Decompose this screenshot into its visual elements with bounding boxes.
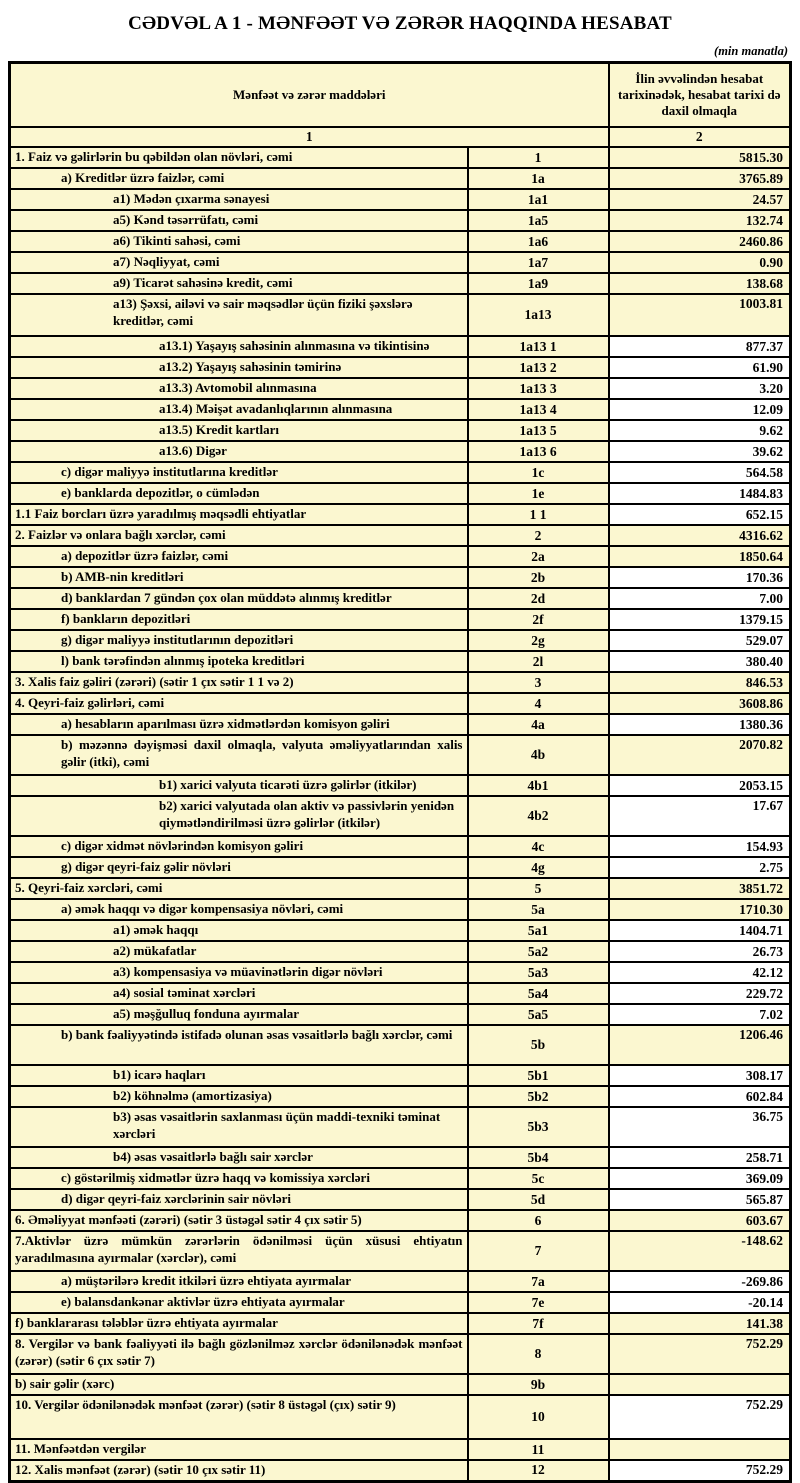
row-label: a) depozitlər üzrə faizlər, cəmi (10, 546, 468, 567)
table-row (10, 147, 791, 168)
row-code: 5a (468, 899, 609, 920)
table-row (10, 294, 791, 336)
row-code: 11 (468, 1439, 609, 1460)
row-label: b1) icarə haqları (10, 1065, 468, 1086)
row-label: a9) Ticarət sahəsinə kredit, cəmi (10, 273, 468, 294)
row-value: 603.67 (609, 1210, 791, 1231)
row-label: a6) Tikinti sahəsi, cəmi (10, 231, 468, 252)
row-value: 17.67 (609, 796, 791, 836)
table-row (10, 983, 791, 1004)
row-code: 4a (468, 714, 609, 735)
row-label: 7.Aktivlər üzrə mümkün zərərlərin ödənilməsi üçün xüsusi ehtiyatın yaradılmasına ayırmalar (xərclər), cəmi (10, 1231, 468, 1271)
row-value: 2.75 (609, 857, 791, 878)
table-row (10, 1065, 791, 1086)
row-label: 3. Xalis faiz gəliri (zərəri) (sətir 1 çıx sətir 1 1 və 2) (10, 672, 468, 693)
row-code: 1e (468, 483, 609, 504)
row-value: 5815.30 (609, 147, 791, 168)
table-row (10, 1086, 791, 1107)
row-label: a13) Şəxsi, ailəvi və sair məqsədlər üçün fiziki şəxslərə kreditlər, cəmi (10, 294, 468, 336)
row-value: 1404.71 (609, 920, 791, 941)
row-code: 12 (468, 1460, 609, 1481)
row-value: 39.62 (609, 441, 791, 462)
table-row (10, 1460, 791, 1481)
value-header-cell: İlin əvvəlindən hesabat tarixinədək, hesabat tarixi də daxil olmaqla (609, 63, 791, 128)
row-code: 1a6 (468, 231, 609, 252)
table-row (10, 168, 791, 189)
row-value: 229.72 (609, 983, 791, 1004)
row-value: 12.09 (609, 399, 791, 420)
row-value: 4316.62 (609, 525, 791, 546)
row-value: -269.86 (609, 1271, 791, 1292)
row-label: b) məzənnə dəyişməsi daxil olmaqla, valyuta əməliyyatlarından xalis gəlir (itki), cəmi (10, 735, 468, 775)
table-row (10, 857, 791, 878)
row-code: 3 (468, 672, 609, 693)
row-code: 1a13 5 (468, 420, 609, 441)
row-code: 1 1 (468, 504, 609, 525)
row-code: 1c (468, 462, 609, 483)
row-value: 752.29 (609, 1334, 791, 1374)
profit-loss-table (8, 61, 792, 1483)
table-header (10, 63, 791, 148)
table-row (10, 1004, 791, 1025)
row-label: a) əmək haqqı və digər kompensasiya növləri, cəmi (10, 899, 468, 920)
row-value: 3.20 (609, 378, 791, 399)
row-value: -20.14 (609, 1292, 791, 1313)
row-label: a1) əmək haqqı (10, 920, 468, 941)
table-row (10, 1189, 791, 1210)
row-label: 8. Vergilər və bank fəaliyyəti ilə bağlı gözlənilməz xərclər ödənilənədək mənfəət (zərər) (sətir 6 çıx sətir 7) (10, 1334, 468, 1374)
row-label: c) göstərilmiş xidmətlər üzrə haqq və komissiya xərcləri (10, 1168, 468, 1189)
row-code: 8 (468, 1334, 609, 1374)
page-title: CƏDVƏL A 1 - MƏNFƏƏT VƏ ZƏRƏR HAQQINDA HESABAT (128, 13, 672, 34)
row-code: 1a7 (468, 252, 609, 273)
table-row (10, 609, 791, 630)
table-row (10, 252, 791, 273)
row-value: 1206.46 (609, 1025, 791, 1065)
table-row (10, 1147, 791, 1168)
row-label: 12. Xalis mənfəət (zərər) (sətir 10 çıx sətir 11) (10, 1460, 468, 1481)
row-label: d) digər qeyri-faiz xərclərinin sair növləri (10, 1189, 468, 1210)
table-row (10, 1025, 791, 1065)
row-label: a13.3) Avtomobil alınmasına (10, 378, 468, 399)
value-column-number: 2 (609, 127, 791, 147)
row-code: 10 (468, 1395, 609, 1439)
row-label: a3) kompensasiya və müavinətlərin digər növləri (10, 962, 468, 983)
row-label: b) sair gəlir (xərc) (10, 1374, 468, 1395)
row-label: b2) xarici valyutada olan aktiv və passivlərin yenidən qiymətləndirilməsi üzrə gəlirlər (itkilər) (10, 796, 468, 836)
row-code: 1a (468, 168, 609, 189)
table-row (10, 1292, 791, 1313)
table-row (10, 336, 791, 357)
row-label: a13.6) Digər (10, 441, 468, 462)
row-value (609, 1439, 791, 1460)
row-code: 1a5 (468, 210, 609, 231)
row-code: 1a13 1 (468, 336, 609, 357)
row-value: 1379.15 (609, 609, 791, 630)
row-label: g) digər qeyri-faiz gəlir növləri (10, 857, 468, 878)
row-code: 4b1 (468, 775, 609, 796)
row-label: 6. Əməliyyat mənfəəti (zərəri) (sətir 3 üstəgəl sətir 4 çıx sətir 5) (10, 1210, 468, 1231)
row-value: 1710.30 (609, 899, 791, 920)
row-value: 652.15 (609, 504, 791, 525)
table-row (10, 462, 791, 483)
row-label: a13.2) Yaşayış sahəsinin təmirinə (10, 357, 468, 378)
row-value: 602.84 (609, 1086, 791, 1107)
row-value: 7.02 (609, 1004, 791, 1025)
row-label: a2) mükafatlar (10, 941, 468, 962)
row-value: 154.93 (609, 836, 791, 857)
row-value: 1484.83 (609, 483, 791, 504)
row-value: 3765.89 (609, 168, 791, 189)
row-code: 4c (468, 836, 609, 857)
table-row (10, 1231, 791, 1271)
row-code: 7e (468, 1292, 609, 1313)
row-label: 2. Faizlər və onlara bağlı xərclər, cəmi (10, 525, 468, 546)
row-code: 7 (468, 1231, 609, 1271)
row-label: 5. Qeyri-faiz xərcləri, cəmi (10, 878, 468, 899)
row-value: 2053.15 (609, 775, 791, 796)
row-code: 5a2 (468, 941, 609, 962)
row-label: 4. Qeyri-faiz gəlirləri, cəmi (10, 693, 468, 714)
row-code: 7a (468, 1271, 609, 1292)
row-code: 4 (468, 693, 609, 714)
row-value: 308.17 (609, 1065, 791, 1086)
table-row (10, 546, 791, 567)
table-row (10, 1334, 791, 1374)
row-value: -148.62 (609, 1231, 791, 1271)
row-code: 7f (468, 1313, 609, 1334)
row-value: 3608.86 (609, 693, 791, 714)
row-label: e) banklarda depozitlər, o cümlədən (10, 483, 468, 504)
report-table-body (10, 147, 791, 1481)
row-label: b1) xarici valyuta ticarəti üzrə gəlirlər (itkilər) (10, 775, 468, 796)
row-code: 4b (468, 735, 609, 775)
row-label: e) balansdankənar aktivlər üzrə ehtiyata ayırmalar (10, 1292, 468, 1313)
row-code: 2a (468, 546, 609, 567)
row-code: 5b4 (468, 1147, 609, 1168)
row-value: 7.00 (609, 588, 791, 609)
row-label: a1) Mədən çıxarma sənayesi (10, 189, 468, 210)
row-value: 369.09 (609, 1168, 791, 1189)
table-row (10, 588, 791, 609)
table-row (10, 672, 791, 693)
table-row (10, 1168, 791, 1189)
row-label: a7) Nəqliyyat, cəmi (10, 252, 468, 273)
row-code: 1 (468, 147, 609, 168)
row-value: 529.07 (609, 630, 791, 651)
row-code: 5a4 (468, 983, 609, 1004)
row-code: 5a3 (468, 962, 609, 983)
row-label: 1. Faiz və gəlirlərin bu qəbildən olan növləri, cəmi (10, 147, 468, 168)
table-row (10, 1313, 791, 1334)
row-value: 1003.81 (609, 294, 791, 336)
row-label: b) AMB-nin kreditləri (10, 567, 468, 588)
table-row (10, 273, 791, 294)
row-code: 2g (468, 630, 609, 651)
row-label: a13.1) Yaşayış sahəsinin alınmasına və tikintisinə (10, 336, 468, 357)
items-header-cell: Mənfəət və zərər maddələri (10, 63, 609, 128)
row-code: 6 (468, 1210, 609, 1231)
row-code: 5 (468, 878, 609, 899)
table-row (10, 210, 791, 231)
row-label: 10. Vergilər ödənilənədək mənfəət (zərər) (sətir 8 üstəgəl (çıx) sətir 9) (10, 1395, 468, 1439)
row-code: 5d (468, 1189, 609, 1210)
table-row (10, 420, 791, 441)
table-row (10, 1374, 791, 1395)
row-label: a5) məşğulluq fonduna ayırmalar (10, 1004, 468, 1025)
row-label: a) Kreditlər üzrə faizlər, cəmi (10, 168, 468, 189)
table-row (10, 1439, 791, 1460)
table-row (10, 836, 791, 857)
row-code: 5b2 (468, 1086, 609, 1107)
table-row (10, 651, 791, 672)
table-row (10, 1395, 791, 1439)
table-row (10, 567, 791, 588)
row-value: 565.87 (609, 1189, 791, 1210)
row-code: 4g (468, 857, 609, 878)
row-code: 1a9 (468, 273, 609, 294)
row-value: 9.62 (609, 420, 791, 441)
table-row (10, 504, 791, 525)
table-row (10, 525, 791, 546)
row-value: 0.90 (609, 252, 791, 273)
row-code: 5b1 (468, 1065, 609, 1086)
table-row (10, 483, 791, 504)
row-label: f) banklararası tələblər üzrə ehtiyata ayırmalar (10, 1313, 468, 1334)
row-label: a13.4) Məişət avadanlıqlarının alınmasına (10, 399, 468, 420)
table-row (10, 378, 791, 399)
row-label: 11. Mənfəətdən vergilər (10, 1439, 468, 1460)
row-value: 877.37 (609, 336, 791, 357)
table-row (10, 693, 791, 714)
row-label: a4) sosial təminat xərcləri (10, 983, 468, 1004)
row-value: 141.38 (609, 1313, 791, 1334)
table-row (10, 1210, 791, 1231)
row-code: 4b2 (468, 796, 609, 836)
row-value: 170.36 (609, 567, 791, 588)
table-row (10, 714, 791, 735)
row-value: 42.12 (609, 962, 791, 983)
row-value: 3851.72 (609, 878, 791, 899)
row-label: a) müştərilərə kredit itkiləri üzrə ehtiyata ayırmalar (10, 1271, 468, 1292)
table-row (10, 775, 791, 796)
row-label: a) hesabların aparılması üzrə xidmətlərdən komisyon gəliri (10, 714, 468, 735)
table-row (10, 899, 791, 920)
row-label: b2) köhnəlmə (amortizasiya) (10, 1086, 468, 1107)
row-code: 1a13 (468, 294, 609, 336)
row-label: b) bank fəaliyyətində istifadə olunan əsas vəsaitlərlə bağlı xərclər, cəmi (10, 1025, 468, 1065)
row-code: 9b (468, 1374, 609, 1395)
row-code: 2l (468, 651, 609, 672)
row-value: 846.53 (609, 672, 791, 693)
row-code: 2b (468, 567, 609, 588)
row-code: 1a13 3 (468, 378, 609, 399)
row-value: 1380.36 (609, 714, 791, 735)
table-row (10, 941, 791, 962)
row-label: c) digər maliyyə institutlarına kreditlər (10, 462, 468, 483)
row-value: 24.57 (609, 189, 791, 210)
table-row (10, 189, 791, 210)
table-row (10, 231, 791, 252)
table-row (10, 441, 791, 462)
row-value: 258.71 (609, 1147, 791, 1168)
row-value (609, 1374, 791, 1395)
row-label: a13.5) Kredit kartları (10, 420, 468, 441)
row-label: g) digər maliyyə institutlarının depozitləri (10, 630, 468, 651)
row-code: 2d (468, 588, 609, 609)
row-label: f) bankların depozitləri (10, 609, 468, 630)
row-code: 5a1 (468, 920, 609, 941)
row-code: 2f (468, 609, 609, 630)
table-row (10, 1107, 791, 1147)
row-value: 138.68 (609, 273, 791, 294)
table-row (10, 1271, 791, 1292)
table-row (10, 399, 791, 420)
table-row (10, 796, 791, 836)
row-value: 2070.82 (609, 735, 791, 775)
row-label: l) bank tərəfindən alınmış ipoteka kreditləri (10, 651, 468, 672)
table-row (10, 878, 791, 899)
items-column-number: 1 (10, 127, 609, 147)
row-label: d) banklardan 7 gündən çox olan müddətə alınmış kreditlər (10, 588, 468, 609)
row-code: 1a13 2 (468, 357, 609, 378)
unit-note: (min manatla) (714, 44, 788, 58)
row-code: 2 (468, 525, 609, 546)
row-value: 26.73 (609, 941, 791, 962)
table-row (10, 735, 791, 775)
row-value: 380.40 (609, 651, 791, 672)
row-value: 132.74 (609, 210, 791, 231)
row-label: b3) əsas vəsaitlərin saxlanması üçün maddi-texniki təminat xərcləri (10, 1107, 468, 1147)
row-code: 5b (468, 1025, 609, 1065)
row-value: 61.90 (609, 357, 791, 378)
row-code: 1a13 6 (468, 441, 609, 462)
row-code: 5c (468, 1168, 609, 1189)
row-value: 2460.86 (609, 231, 791, 252)
table-row (10, 630, 791, 651)
row-code: 1a13 4 (468, 399, 609, 420)
row-value: 564.58 (609, 462, 791, 483)
row-label: a5) Kənd təsərrüfatı, cəmi (10, 210, 468, 231)
table-row (10, 962, 791, 983)
row-value: 752.29 (609, 1395, 791, 1439)
row-code: 5b3 (468, 1107, 609, 1147)
row-code: 1a1 (468, 189, 609, 210)
row-label: c) digər xidmət növlərindən komisyon gəliri (10, 836, 468, 857)
row-code: 5a5 (468, 1004, 609, 1025)
row-value: 1850.64 (609, 546, 791, 567)
table-row (10, 920, 791, 941)
row-value: 752.29 (609, 1460, 791, 1481)
row-value: 36.75 (609, 1107, 791, 1147)
row-label: 1.1 Faiz borcları üzrə yaradılmış məqsədli ehtiyatlar (10, 504, 468, 525)
row-label: b4) əsas vəsaitlərlə bağlı sair xərclər (10, 1147, 468, 1168)
table-row (10, 357, 791, 378)
